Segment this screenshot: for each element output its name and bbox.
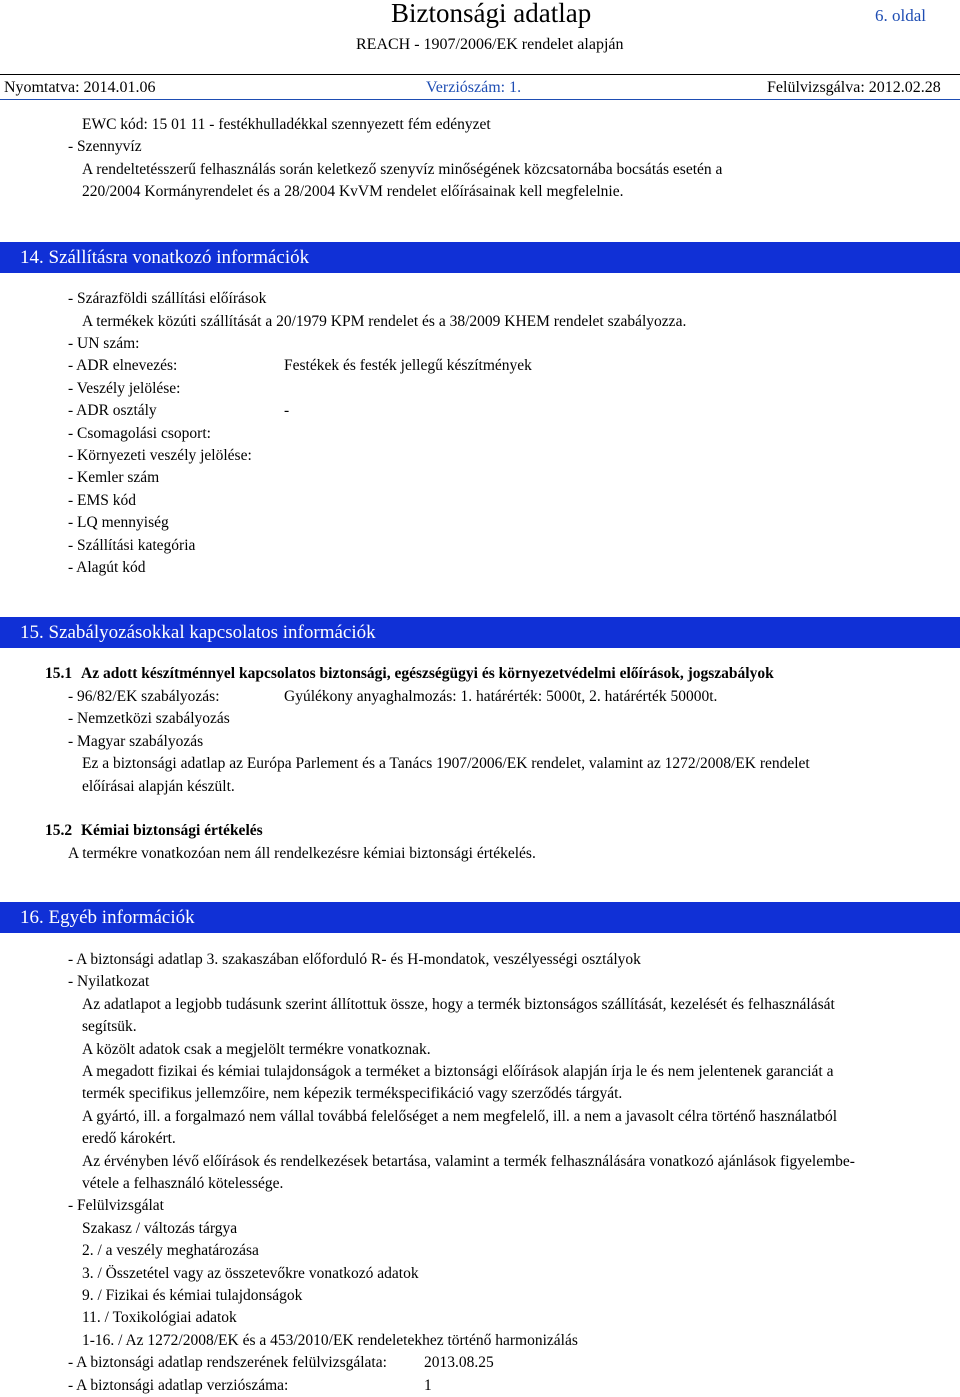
info-line: - Nyilatkozat — [68, 973, 150, 990]
reg-96-82-label: - 96/82/EK szabályozás: — [68, 688, 220, 705]
transport-row-label: - Csomagolási csoport: — [68, 425, 211, 442]
international-regulation-label: - Nemzetközi szabályozás — [68, 710, 230, 727]
info-line: eredő károkért. — [82, 1130, 176, 1147]
transport-row-label: - Alagút kód — [68, 559, 146, 576]
transport-row-label: - Szállítási kategória — [68, 537, 196, 554]
wastewater-text-line2: 220/2004 Kormányrendelet és a 28/2004 KvVM rendelet előírásainak kell megfelelnie. — [82, 183, 624, 200]
info-line: Az érvényben lévő előírások és rendelkezések betartása, valamint a termék felhasználására vonatkozó ajánlások figyelembe- — [82, 1153, 855, 1170]
transport-row-label: - ADR osztály — [68, 402, 157, 419]
transport-row-label: - ADR elnevezés: — [68, 357, 178, 374]
hungarian-regulation-label: - Magyar szabályozás — [68, 733, 204, 750]
info-line: A közölt adatok csak a megjelölt termékre vonatkoznak. — [82, 1041, 431, 1058]
land-transport-label: - Szárazföldi szállítási előírások — [68, 290, 267, 307]
info-line: 9. / Fizikai és kémiai tulajdonságok — [82, 1287, 303, 1304]
hungarian-regulation-text-line1: Ez a biztonsági adatlap az Európa Parlement és a Tanács 1907/2006/EK rendelet, valamint az 1272/2008/EK rendelet — [82, 755, 810, 772]
meta-rule — [0, 99, 960, 100]
wastewater-label: - Szennyvíz — [68, 138, 142, 155]
reg-96-82-value: Gyúlékony anyaghalmozás: 1. határérték: 5000t, 2. határérték 50000t. — [284, 688, 718, 705]
subsection-15-1-title: Az adott készítménnyel kapcsolatos biztonsági, egészségügyi és környezetvédelmi előírások, jogszabályok — [81, 665, 774, 682]
info-line: termék specifikus jellemzőire, nem képezik termékspecifikáció vagy szerződés tárgyát. — [82, 1085, 623, 1102]
info-line: 1-16. / Az 1272/2008/EK és a 453/2010/EK rendeletekhez történő harmonizálás — [82, 1332, 578, 1349]
chemical-safety-text: A termékre vonatkozóan nem áll rendelkezésre kémiai biztonsági értékelés. — [68, 845, 536, 862]
land-transport-text: A termékek közúti szállítását a 20/1979 KPM rendelet és a 38/2009 KHEM rendelet szabályozza. — [82, 313, 687, 330]
section-16-heading: 16. Egyéb információk — [0, 902, 960, 933]
section-14-heading: 14. Szállításra vonatkozó információk — [0, 242, 960, 273]
transport-row-value: - — [284, 402, 290, 419]
revision-date: Felülvizsgálva: 2012.02.28 — [767, 79, 941, 96]
header-rule — [0, 74, 960, 75]
document-title: Biztonsági adatlap — [391, 0, 592, 28]
wastewater-text-line1: A rendeltetésszerű felhasználás során keletkező szenyvíz minőségének közcsatornába bocsátás esetén a — [82, 161, 723, 178]
transport-row-label: - EMS kód — [68, 492, 137, 509]
subsection-15-2-number: 15.2 — [45, 822, 73, 839]
review-label: - A biztonsági adatlap rendszerének felülvizsgálata: — [68, 1354, 387, 1371]
transport-row-label: - Veszély jelölése: — [68, 380, 181, 397]
version-label: - A biztonsági adatlap verziószáma: — [68, 1377, 289, 1394]
transport-row-label: - UN szám: — [68, 335, 140, 352]
info-line: A gyártó, ill. a forgalmazó nem vállal továbbá felelőséget a nem megfelelő, ill. a nem a javasolt célra történő használatból — [82, 1108, 838, 1125]
info-line: 2. / a veszély meghatározása — [82, 1242, 259, 1259]
ewc-code: EWC kód: 15 01 11 - festékhulladékkal szennyezett fém edényzet — [82, 116, 491, 133]
transport-row-label: - Környezeti veszély jelölése: — [68, 447, 252, 464]
version-number: Verziószám: 1. — [426, 79, 522, 96]
version-value: 1 — [424, 1377, 432, 1394]
info-line: - Felülvizsgálat — [68, 1197, 164, 1214]
info-line: 3. / Összetétel vagy az összetevőkre vonatkozó adatok — [82, 1265, 419, 1282]
transport-row-value: Festékek és festék jellegű készítmények — [284, 357, 532, 374]
info-line: vétele a felhasználó kötelessége. — [82, 1175, 284, 1192]
info-line: - A biztonsági adatlap 3. szakaszában előforduló R- és H-mondatok, veszélyességi osztályok — [68, 951, 641, 968]
transport-row-label: - LQ mennyiség — [68, 514, 169, 531]
section-15-heading: 15. Szabályozásokkal kapcsolatos információk — [0, 617, 960, 648]
subsection-15-1-number: 15.1 — [45, 665, 73, 682]
info-line: 11. / Toxikológiai adatok — [82, 1309, 237, 1326]
review-value: 2013.08.25 — [424, 1354, 494, 1371]
transport-row-label: - Kemler szám — [68, 469, 160, 486]
info-line: A megadott fizikai és kémiai tulajdonságok a terméket a biztonsági előírások alapján írja le és nem jelentenek garanciát a — [82, 1063, 834, 1080]
print-date: Nyomtatva: 2014.01.06 — [4, 79, 156, 96]
info-line: Az adatlapot a legjobb tudásunk szerint állítottuk össze, hogy a termék biztonságos szállítását, kezelését és felhasználását — [82, 996, 835, 1013]
document-subtitle: REACH - 1907/2006/EK rendelet alapján — [356, 36, 624, 53]
subsection-15-2-title: Kémiai biztonsági értékelés — [81, 822, 263, 839]
hungarian-regulation-text-line2: előírásai alapján készült. — [82, 778, 235, 795]
info-line: Szakasz / változás tárgya — [82, 1220, 238, 1237]
page-number: 6. oldal — [875, 6, 926, 25]
info-line: segítsük. — [82, 1018, 137, 1035]
